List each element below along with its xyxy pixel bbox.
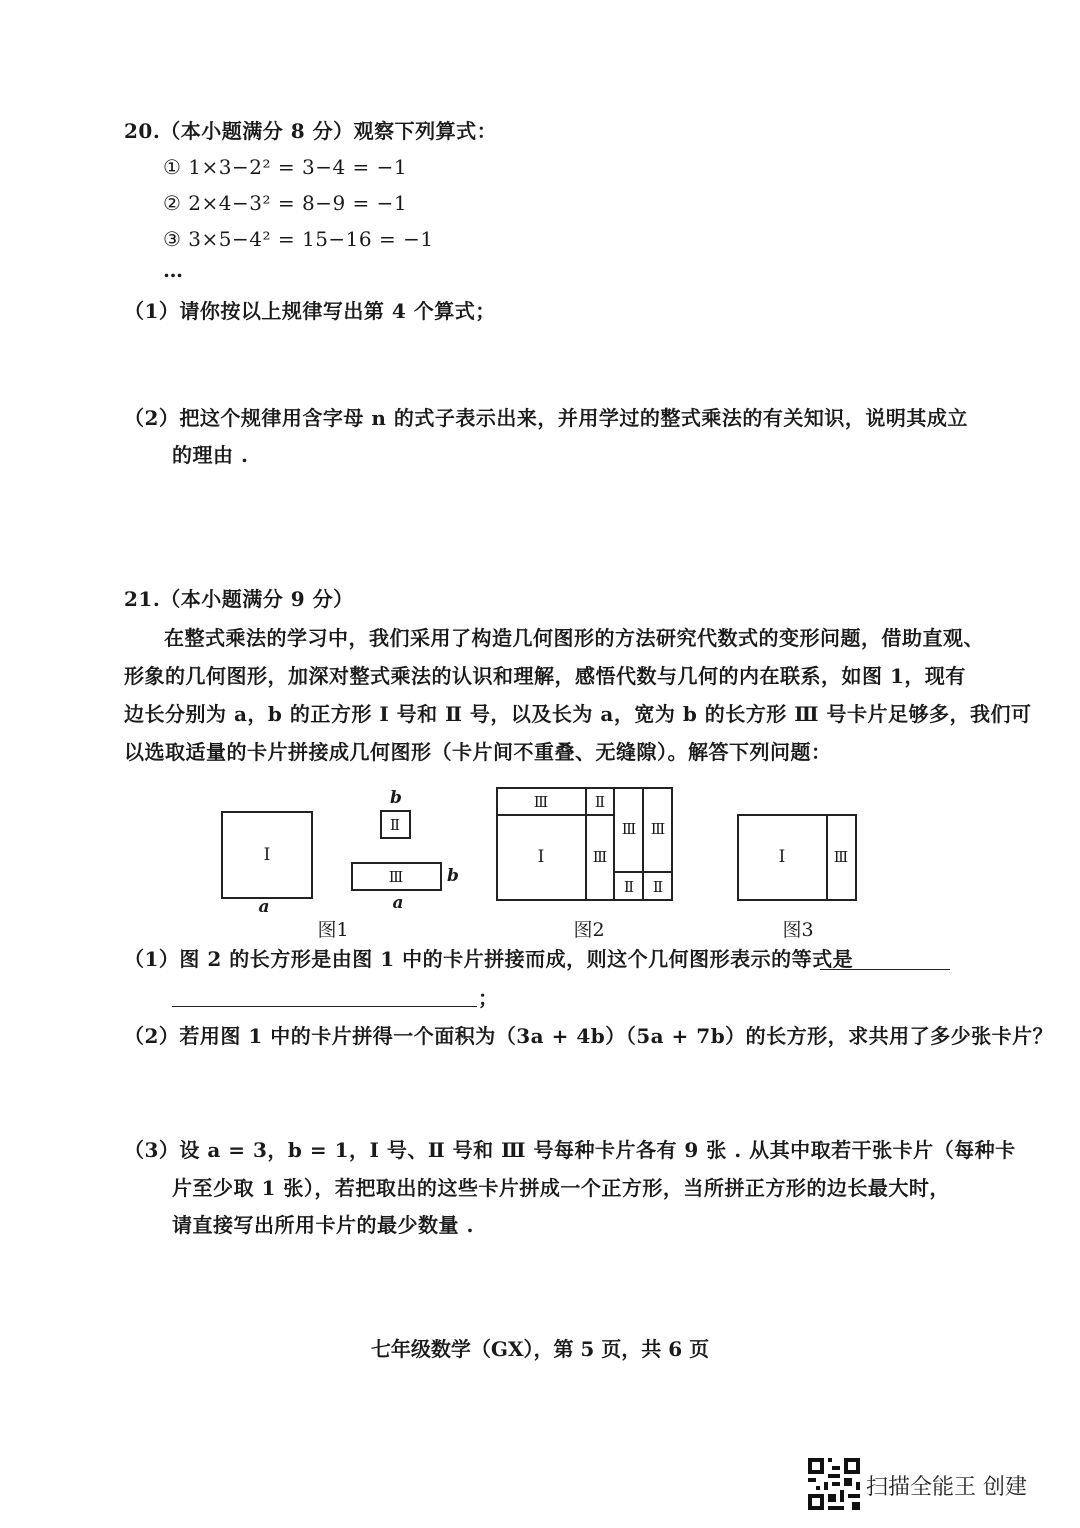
- fig1-label-I: Ⅰ: [263, 845, 271, 865]
- q21-part1-answer-blank-2[interactable]: [172, 1006, 477, 1007]
- fig2-cell-II-b2: Ⅱ: [652, 878, 664, 896]
- fig3-cell-I: Ⅰ: [778, 847, 786, 867]
- fig1-label-a2: a: [392, 893, 404, 913]
- q21-part3-line2: 片至少取 1 张），若把取出的这些卡片拼成一个正方形，当所拼正方形的边长最大时，: [172, 1176, 950, 1200]
- page-footer: 七年级数学（GX），第 5 页，共 6 页: [370, 1337, 710, 1361]
- fig1-label-b2: b: [447, 866, 459, 886]
- q21-part2: （2）若用图 1 中的卡片拼得一个面积为（3a + 4b）（5a + 7b）的长方形，求共用了多少张卡片？: [124, 1024, 1054, 1048]
- fig1-label-a1: a: [258, 897, 270, 917]
- fig2-cell-III-col2: Ⅲ: [650, 820, 666, 838]
- q20-equation-3: ③ 3×5−4² = 15−16 = −1: [163, 227, 434, 251]
- fig3-caption: 图3: [782, 919, 814, 941]
- fig2-caption: 图2: [573, 919, 605, 941]
- q20-part2-line1: （2）把这个规律用含字母 n 的式子表示出来，并用学过的整式乘法的有关知识，说明其成立: [124, 406, 968, 430]
- q20-ellipsis: …: [163, 258, 184, 282]
- q21-intro-line4: 以选取适量的卡片拼接成几何图形（卡片间不重叠、无缝隙）。解答下列问题：: [124, 740, 832, 764]
- q21-intro-line1: 在整式乘法的学习中，我们采用了构造几何图形的方法研究代数式的变形问题，借助直观、: [164, 626, 984, 650]
- fig1-label-II: Ⅱ: [389, 816, 401, 834]
- q21-part1-semicolon: ；: [478, 986, 499, 1010]
- q21-part1-answer-blank-1[interactable]: [820, 969, 950, 970]
- q21-part3-line1: （3）设 a = 3，b = 1，Ⅰ 号、Ⅱ 号和 Ⅲ 号每种卡片各有 9 张 . 从其中取若干张卡片（每种卡: [124, 1138, 1016, 1162]
- fig1-caption: 图1: [317, 919, 349, 941]
- fig2-cell-I: Ⅰ: [537, 847, 545, 867]
- q20-part1: （1）请你按以上规律写出第 4 个算式；: [124, 299, 496, 323]
- fig2-cell-III-mid: Ⅲ: [592, 848, 608, 866]
- q20-equation-2: ② 2×4−3² = 8−9 = −1: [163, 191, 408, 215]
- q20-header: 20.（本小题满分 8 分）观察下列算式：: [124, 119, 498, 143]
- qr-code-icon: [808, 1458, 860, 1510]
- q21-intro-line3: 边长分别为 a，b 的正方形 Ⅰ 号和 Ⅱ 号，以及长为 a，宽为 b 的长方形 Ⅲ 号卡片足够多，我们可: [124, 702, 1032, 726]
- fig2-cell-III-top: Ⅲ: [533, 793, 549, 811]
- fig2-cell-III-col1: Ⅲ: [621, 820, 637, 838]
- q21-part1: （1）图 2 的长方形是由图 1 中的卡片拼接而成，则这个几何图形表示的等式是: [124, 947, 854, 971]
- q21-header: 21.（本小题满分 9 分）: [124, 587, 354, 611]
- fig2-outer: [497, 788, 672, 900]
- fig2-cell-II-b1: Ⅱ: [623, 878, 635, 896]
- fig1-label-III: Ⅲ: [388, 868, 404, 886]
- q20-part2-line2: 的理由 .: [172, 443, 249, 467]
- fig1-label-b1: b: [390, 788, 402, 808]
- q21-intro-line2: 形象的几何图形，加深对整式乘法的认识和理解，感悟代数与几何的内在联系，如图 1，现有: [124, 664, 966, 688]
- watermark-text: 扫描全能王 创建: [866, 1475, 1027, 1500]
- fig2-cell-II-top: Ⅱ: [594, 793, 606, 811]
- fig3-cell-III: Ⅲ: [833, 848, 849, 866]
- q21-part3-line3: 请直接写出所用卡片的最少数量 .: [172, 1213, 474, 1237]
- q20-equation-1: ① 1×3−2² = 3−4 = −1: [163, 155, 408, 179]
